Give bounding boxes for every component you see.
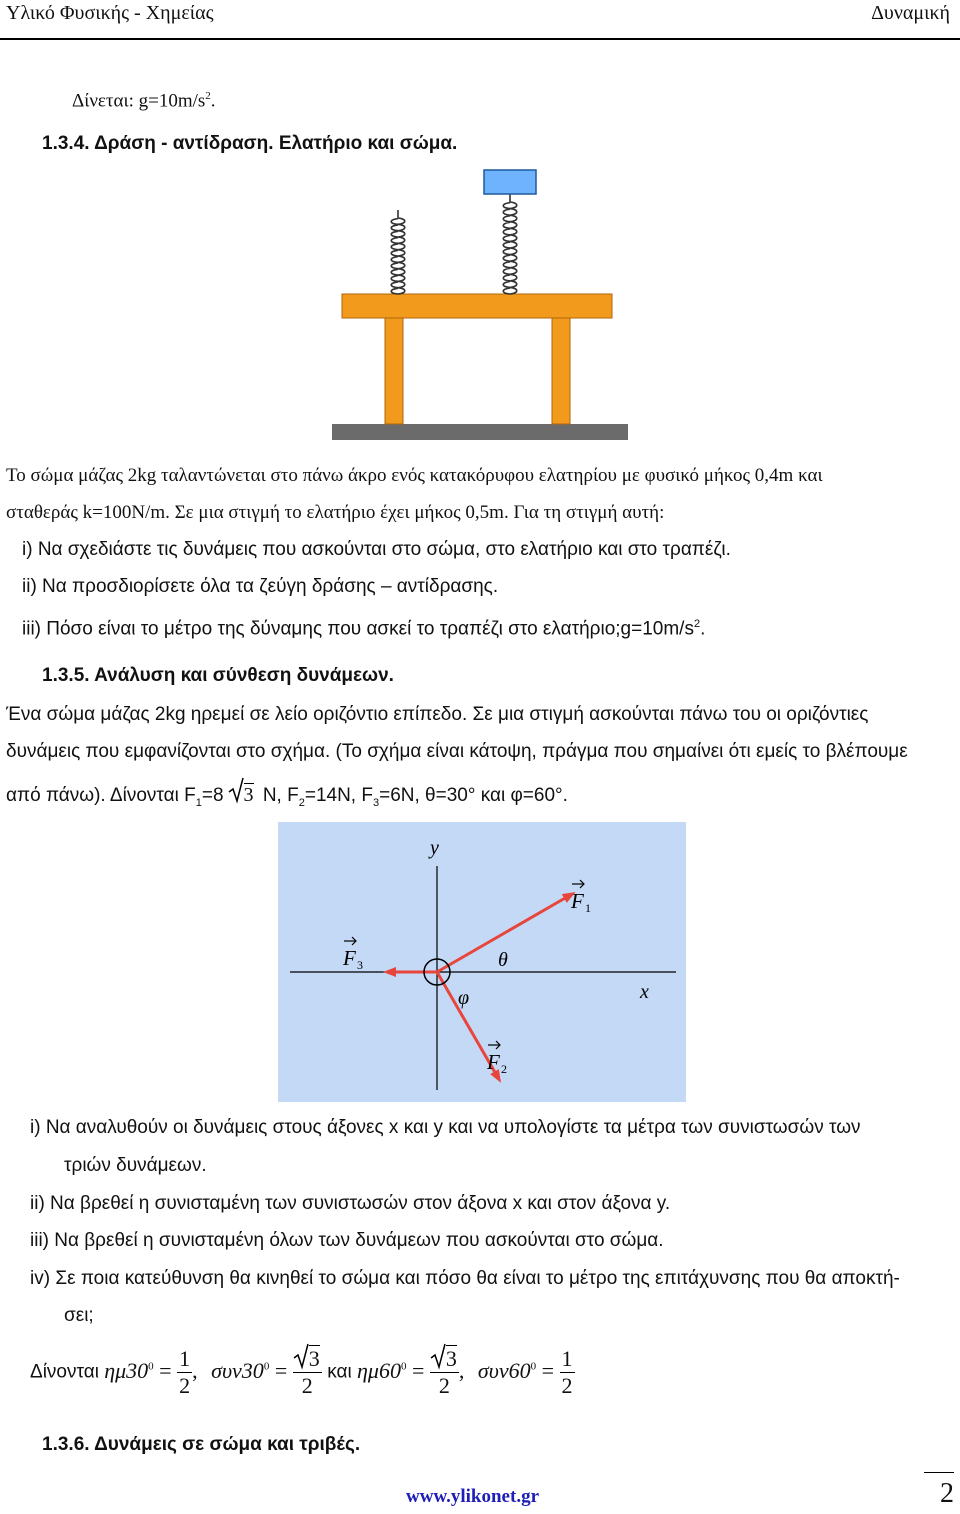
line3-e: =6N, θ=30° και φ=60°. [379, 785, 568, 806]
label-y: y [430, 837, 439, 859]
problem-134-q3-text: iii) Πόσο είναι το μέτρο της δύναμης που ασκεί το τραπέζι στο ελατήριο;g=10m/s [22, 618, 694, 640]
sin60-comma: , [458, 1357, 465, 1383]
section-135-line2: δυνάμεις που εμφανίζονται στο σχήμα. (Το σχήμα είναι κάτοψη, πράγμα που σημαίνει ότι εμείς το βλέπουμε [6, 741, 908, 762]
force-diagram [278, 822, 686, 1102]
sqrt-3 [230, 783, 254, 807]
table-top [342, 294, 612, 318]
line3-a: από πάνω). Δίνονται F [6, 785, 196, 806]
label-f2-sub: 2 [501, 1062, 507, 1076]
cos30-deg: 0 [263, 1360, 270, 1373]
sin60-den: 2 [430, 1372, 459, 1399]
label-f3-letter: F [343, 946, 356, 970]
cos60-eq: = [536, 1357, 560, 1383]
spring-right [503, 194, 517, 294]
sin30-frac [177, 1346, 192, 1399]
sin30-fn: ημ30 [104, 1357, 149, 1383]
sqrt-3-value: 3 [243, 784, 254, 806]
cos30-fn: συν30 [211, 1357, 264, 1383]
line3-sub3: 3 [372, 796, 380, 809]
q135-3: iii) Να βρεθεί η συνισταμένη όλων των δυνάμεων που ασκούνται στο σώμα. [30, 1230, 664, 1251]
problem-134-q3-end: . [700, 618, 706, 640]
q135-1b: τριών δυνάμεων. [64, 1155, 207, 1176]
section-134-title: 1.3.4. Δράση - αντίδραση. Ελατήριο και σώμα. [42, 133, 458, 154]
trig-cos30 [211, 1346, 327, 1398]
trig-sin60 [357, 1346, 470, 1398]
sin60-frac [430, 1346, 459, 1399]
cos60-frac [560, 1346, 575, 1399]
label-f2-letter: F [487, 1050, 500, 1074]
label-x: x [640, 981, 649, 1003]
trig-and: και [327, 1361, 357, 1383]
sin60-eq: = [406, 1357, 430, 1383]
section-135-line1: Ένα σώμα μάζας 2kg ηρεμεί σε λείο οριζόντιο επίπεδο. Σε μια στιγμή ασκούνται πάνω του οι οριζόντιες [6, 704, 869, 725]
sin60-deg: 0 [400, 1360, 407, 1373]
q135-1a: i) Να αναλυθούν οι δυνάμεις στους άξονες x και y και να υπολογίστε τα μέτρα των συνιστωσών των [30, 1117, 861, 1138]
header-right: Δυναμική [871, 2, 950, 24]
cos60-den: 2 [561, 1373, 573, 1398]
section-136-title: 1.3.6. Δυνάμεις σε σώμα και τριβές. [42, 1434, 361, 1455]
diagram-background [278, 822, 686, 1102]
label-theta: θ [498, 949, 508, 971]
footer-url[interactable]: www.ylikonet.gr [406, 1486, 539, 1507]
spring-table-figure [330, 166, 630, 456]
problem-134-q3 [22, 612, 705, 641]
mass-block [484, 170, 536, 194]
page-number: 2 [940, 1478, 954, 1509]
sin60-fn: ημ60 [357, 1357, 401, 1383]
q135-4b: σει; [64, 1305, 94, 1326]
problem-134-line2: σταθεράς k=100N/m. Σε μια στιγμή το ελατήριο έχει μήκος 0,5m. Για τη στιγμή αυτή: [6, 502, 665, 523]
cos60-num: 1 [561, 1346, 573, 1371]
line3-sub2: 2 [298, 796, 305, 809]
line3-d: =14N, F [304, 785, 373, 806]
sin30-comma: , [192, 1357, 198, 1383]
table-leg-right [552, 318, 570, 424]
radical-icon [430, 1343, 446, 1371]
q135-4a: iv) Σε ποια κατεύθυνση θα κινηθεί το σώμα και πόσο θα είναι το μέτρο της επιτάχυνσης που θα αποκτή- [30, 1268, 900, 1289]
problem-134-q1: i) Να σχεδιάστε τις δυνάμεις που ασκούνται στο σώμα, στο ελατήριο και στο τραπέζι. [22, 539, 731, 560]
problem-134-q2: ii) Να προσδιορίσετε όλα τα ζεύγη δράσης – αντίδρασης. [22, 576, 499, 597]
given-g-end: . [210, 90, 216, 112]
cos60-fn: συν60 [477, 1357, 531, 1383]
sin30-deg: 0 [148, 1360, 154, 1373]
label-f3-sub: 3 [357, 958, 363, 972]
q135-2: ii) Να βρεθεί η συνισταμένη των συνιστωσών στον άξονα x και στον άξονα y. [30, 1193, 671, 1214]
trig-cos60 [477, 1346, 575, 1398]
label-f1-letter: F [571, 889, 584, 913]
cos30-frac [293, 1346, 322, 1399]
line3-c: N, F [257, 785, 299, 806]
radical-icon [228, 777, 244, 805]
given-g [72, 84, 216, 113]
cos30-sqrt-val: 3 [308, 1346, 320, 1371]
given-g-text: Δίνεται: g=10m/s [72, 90, 206, 112]
given-g-sup: 2 [205, 90, 211, 102]
sin60-sqrt [432, 1346, 457, 1372]
sin30-den: 2 [179, 1373, 191, 1398]
trig-lead: Δίνονται [30, 1361, 105, 1383]
ground [332, 424, 628, 440]
spring-left [391, 210, 405, 294]
line3-b: =8 [201, 785, 224, 806]
line3-sub1: 1 [195, 796, 202, 809]
header-left: Υλικό Φυσικής - Χημείας [6, 2, 214, 24]
sin60-sqrt-val: 3 [445, 1346, 457, 1371]
cos60-deg: 0 [530, 1360, 537, 1373]
header-rule [0, 38, 960, 40]
table-leg-left [385, 318, 403, 424]
page-number-rule [924, 1472, 954, 1473]
label-phi: φ [458, 987, 470, 1009]
sin30-eq: = [153, 1357, 178, 1383]
cos30-sqrt [295, 1346, 320, 1372]
problem-134-line1: Το σώμα μάζας 2kg ταλαντώνεται στο πάνω άκρο ενός κατακόρυφου ελατηρίου με φυσικό μήκος 0,4m και [6, 465, 823, 486]
cos30-num [293, 1346, 322, 1372]
sin60-num [430, 1346, 459, 1372]
trig-sin30 [104, 1346, 203, 1398]
sin30-num: 1 [179, 1346, 191, 1371]
label-f1-sub: 1 [585, 901, 591, 915]
section-135-line3 [6, 783, 568, 815]
section-135-title: 1.3.5. Ανάλυση και σύνθεση δυνάμεων. [42, 665, 394, 686]
given-trig [30, 1346, 575, 1399]
cos30-eq: = [269, 1357, 293, 1383]
radical-icon [293, 1343, 309, 1371]
cos30-den: 2 [293, 1372, 322, 1399]
problem-134-q3-sup: 2 [693, 618, 701, 630]
